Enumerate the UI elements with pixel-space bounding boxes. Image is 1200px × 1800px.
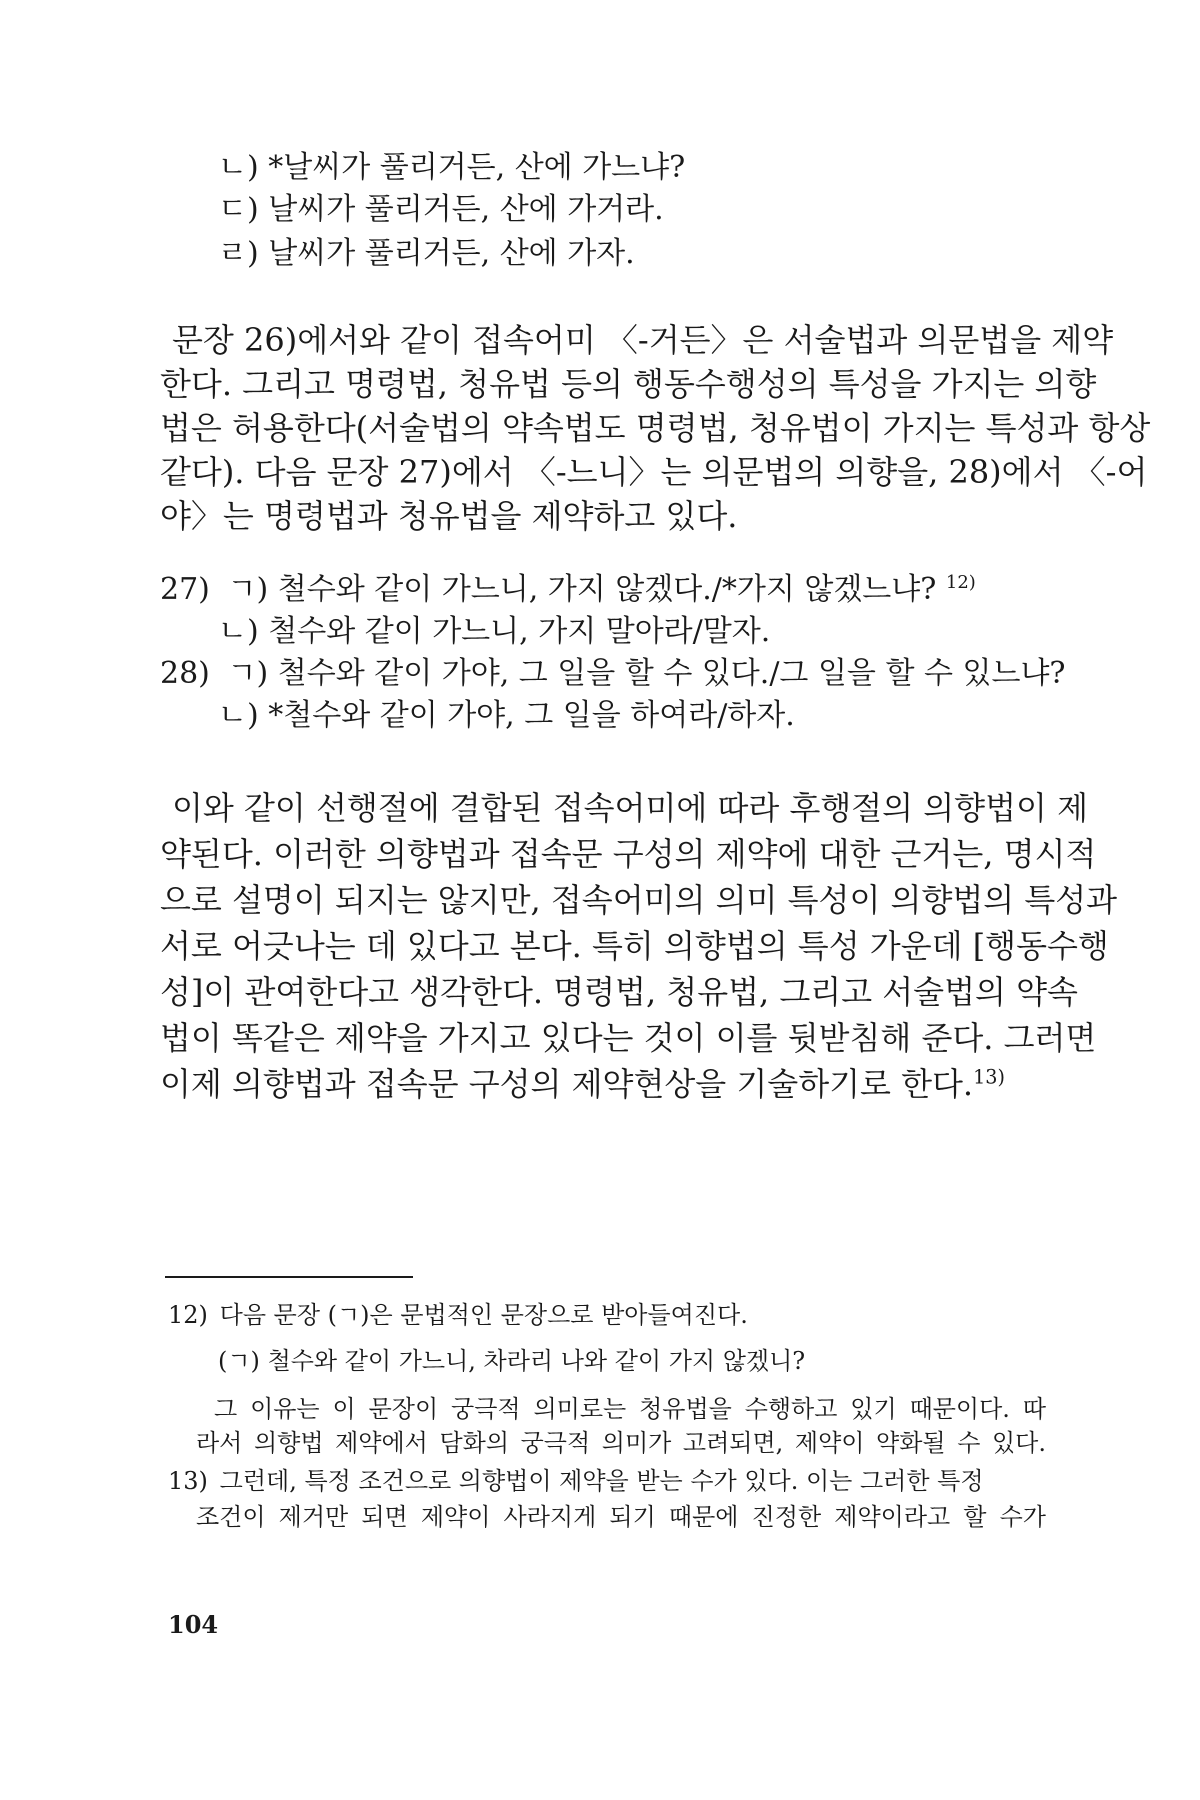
- footnote-continuation: 그 이유는 이 문장이 궁극적 의미로는 청유법을 수행하고 있기 때문이다. 따: [214, 1395, 1046, 1423]
- example-text: *철수와 같이 가야, 그 일을 하여라/하자.: [268, 698, 795, 733]
- paragraph-line: 성]이 관여한다고 생각한다. 명령법, 청유법, 그리고 서술법의 약속: [160, 973, 1078, 1011]
- example-text: 철수와 같이 가느니, 가지 않겠다./*가지 않겠느냐?: [277, 572, 937, 607]
- footnote-text: 다음 문장 (ㄱ)은 문법적인 문장으로 받아들여진다.: [219, 1301, 748, 1329]
- footnote-ref: 12): [945, 572, 976, 593]
- paragraph-line: 같다). 다음 문장 27)에서 〈-느니〉는 의문법의 의향을, 28)에서 〈-어: [160, 453, 1148, 491]
- example-text: 날씨가 풀리거든, 산에 가거라.: [268, 192, 664, 227]
- footnote-divider: [165, 1276, 413, 1278]
- example-line: [218, 148, 685, 188]
- paragraph-line: [160, 1062, 1005, 1106]
- example-marker: ㄴ): [218, 614, 259, 649]
- example-marker: ㄱ): [227, 572, 269, 607]
- paragraph-line: 으로 설명이 되지는 않지만, 접속어미의 의미 특성이 의향법의 특성과: [160, 881, 1118, 919]
- footnote-number: 13): [168, 1467, 208, 1495]
- example-text: 철수와 같이 가느니, 가지 말아라/말자.: [268, 614, 771, 649]
- footnote-example: [218, 1344, 805, 1378]
- paragraph-line: 법이 똑같은 제약을 가지고 있다는 것이 이를 뒷받침해 준다. 그러면: [160, 1019, 1097, 1057]
- example-marker: ㄹ): [218, 236, 259, 271]
- example-number: 28): [160, 656, 210, 691]
- footnote-example-marker: (ㄱ): [218, 1347, 260, 1375]
- paragraph-line: 한다. 그리고 명령법, 청유법 등의 행동수행성의 특성을 가지는 의향: [160, 365, 1097, 403]
- example-text: *날씨가 풀리거든, 산에 가느냐?: [268, 150, 686, 185]
- example-line: [218, 612, 770, 652]
- example-line: [160, 570, 976, 610]
- paragraph-line: 이와 같이 선행절에 결합된 접속어미에 따라 후행절의 의향법이 제: [172, 789, 1089, 827]
- example-line: [218, 234, 635, 274]
- footnote-text: 그런데, 특정 조건으로 의향법이 제약을 받는 수가 있다. 이는 그러한 특정: [219, 1467, 984, 1495]
- example-line: [218, 696, 795, 736]
- example-marker: ㄱ): [227, 656, 269, 691]
- example-number: 27): [160, 572, 210, 607]
- footnote-12: [168, 1298, 748, 1332]
- example-text: 철수와 같이 가야, 그 일을 할 수 있다./그 일을 할 수 있느냐?: [277, 656, 1066, 691]
- paragraph-last-text: 이제 의향법과 접속문 구성의 제약현상을 기술하기로 한다.: [160, 1065, 974, 1103]
- paragraph-line: 약된다. 이러한 의향법과 접속문 구성의 제약에 대한 근거는, 명시적: [160, 835, 1097, 873]
- footnote-number: 12): [168, 1301, 208, 1329]
- paragraph-line: 법은 허용한다(서술법의 약속법도 명령법, 청유법이 가지는 특성과 항상: [160, 409, 1151, 447]
- footnote-ref: 13): [973, 1065, 1005, 1089]
- footnote-example-text: 철수와 같이 가느니, 차라리 나와 같이 가지 않겠니?: [267, 1347, 806, 1375]
- example-marker: ㄷ): [218, 192, 259, 227]
- footnote-continuation: 조건이 제거만 되면 제약이 사라지게 되기 때문에 진정한 제약이라고 할 수가: [196, 1503, 1046, 1531]
- example-line: [160, 654, 1066, 694]
- paragraph-line: 야〉는 명령법과 청유법을 제약하고 있다.: [160, 497, 738, 535]
- footnote-13: [168, 1464, 1046, 1498]
- example-marker: ㄴ): [218, 698, 259, 733]
- page-number: 104: [168, 1610, 219, 1639]
- paragraph-line: 문장 26)에서와 같이 접속어미 〈-거든〉은 서술법과 의문법을 제약: [172, 321, 1114, 359]
- paragraph-line: 서로 어긋나는 데 있다고 본다. 특히 의향법의 특성 가운데 [행동수행: [160, 927, 1109, 965]
- example-line: [218, 190, 664, 230]
- footnote-continuation: 라서 의향법 제약에서 담화의 궁극적 의미가 고려되면, 제약이 약화될 수 있다.: [196, 1429, 1046, 1457]
- example-text: 날씨가 풀리거든, 산에 가자.: [268, 236, 635, 271]
- example-marker: ㄴ): [218, 150, 259, 185]
